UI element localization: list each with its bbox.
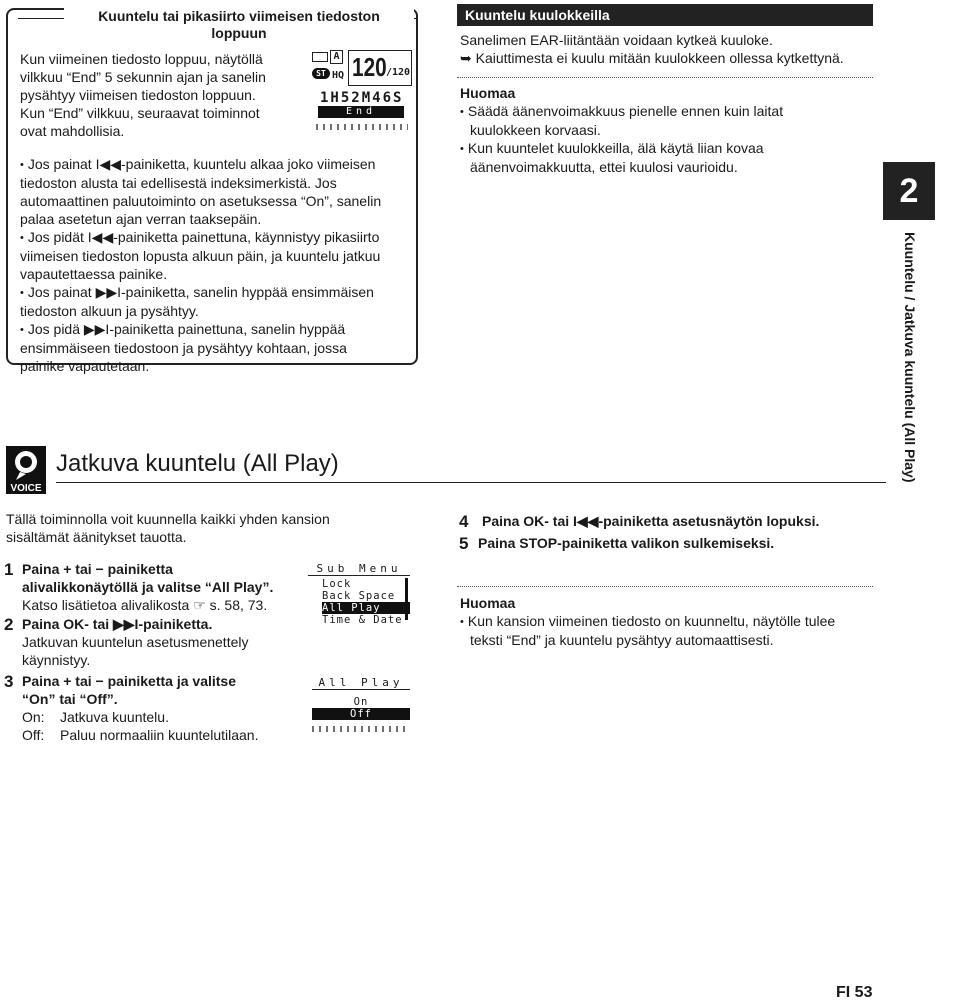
step-number: 5 — [459, 534, 469, 553]
quality-label: HQ — [332, 70, 345, 81]
lcd-end-display — [308, 46, 414, 134]
end-playback-box — [6, 8, 418, 374]
chapter-tab: 2 — [883, 162, 935, 220]
lcd-all-play: All Play On Off — [312, 676, 410, 736]
lcd-submenu: Sub Menu Lock Back Space All Play Time & Date — [308, 562, 410, 638]
box-intro: Kun viimeinen tiedosto loppuu, näytöllä vilkkuu “End” 5 sekunnin ajan ja sanelin pysähtyy viimeisen tiedoston loppuun. Kun “End” vilkkuu, seuraavat toiminnot ovat mahdollisia. — [20, 51, 266, 139]
step-4: Paina OK- tai I◀◀-painiketta asetusnäytön lopuksi. — [482, 513, 820, 529]
step-3: Paina + tai − painiketta ja valitse “On” tai “Off”. On: Jatkuva kuuntelu. Off: Paluu normaaliin kuuntelutilaan. — [22, 673, 259, 743]
bullet-item: • Jos painat ▶▶I-painiketta, sanelin hyppää ensimmäisen tiedoston alkuun ja pysähtyy. — [20, 283, 418, 320]
step-5: Paina STOP-painiketta valikon sulkemiseksi. — [478, 535, 775, 551]
box-title: Kuuntelu tai pikasiirto viimeisen tiedoston loppuun — [64, 8, 414, 42]
stereo-icon: ST — [312, 68, 330, 79]
step-1: Paina + tai − painiketta alivalikkonäytöllä ja valitse “All Play”. Katso lisätietoa alivalikosta ☞ s. 58, 73. — [22, 561, 274, 613]
note-block: Huomaa • Säädä äänenvoimakkuus pienelle ennen kuin laitat kuulokkeen korvaasi. • Kun kuuntelet kuulokkeilla, älä käytä liian kovaa äänenvoimakkuutta, ettei kuulosi vaurioidu. — [460, 84, 880, 176]
bullet-item: • Jos painat I◀◀-painiketta, kuuntelu alkaa joko viimeisen tiedoston alusta tai edellisestä indeksimerkistä. Jos automaattinen paluutoiminto on asetuksessa “On”, sanelin palaa asetetun ajan verran taaksepäin. — [20, 155, 418, 228]
battery-icon — [312, 52, 328, 62]
menu-item: Time & Date — [322, 614, 403, 626]
page-number: FI 53 — [836, 984, 873, 1001]
menu-item: Back Space — [322, 590, 396, 602]
chapter-vertical-title: Kuuntelu / Jatkuva kuuntelu (All Play) — [902, 232, 918, 483]
menu-item-selected: All Play — [322, 602, 410, 614]
bullet-item: • Jos pidä ▶▶I-painiketta painettuna, sanelin hyppää ensimmäiseen tiedostoon ja pysähtyy kohtaan, jossa painike vapautetaan. — [20, 320, 418, 375]
bullet-item: • Jos pidät I◀◀-painiketta painettuna, käynnistyy pikasiirto viimeisen tiedoston lopusta alkuun päin, ja kuuntelu jatkuu vapautettaessa painike. — [20, 228, 418, 283]
level-ticks — [316, 124, 408, 130]
box-bullets — [20, 155, 418, 375]
section-description: Tällä toiminnolla voit kuunnella kaikki yhden kansion sisältämät äänitykset tauotta. — [6, 511, 330, 545]
option-off-selected: Off — [312, 708, 410, 720]
menu-item: Lock — [322, 578, 352, 590]
section-title: Jatkuva kuuntelu (All Play) — [56, 450, 886, 483]
earphone-section-title: Kuuntelu kuulokkeilla — [457, 4, 873, 26]
scrollbar — [405, 578, 408, 620]
end-status: End — [318, 106, 404, 118]
earphone-text: Sanelimen EAR-liitäntään voidaan kytkeä kuuloke. ➥ Kaiuttimesta ei kuulu mitään kuulokkeen ollessa kytkettynä. — [460, 32, 844, 66]
folder-icon: A — [330, 50, 343, 64]
step-number: 1 — [4, 560, 14, 579]
title-rule — [18, 18, 64, 19]
note-block-2: Huomaa • Kun kansion viimeinen tiedosto on kuunneltu, näytölle tulee teksti “End” ja kuuntelu pysähtyy automaattisesti. — [460, 594, 880, 649]
svg-text:VOICE: VOICE — [10, 483, 42, 494]
elapsed-time: 1H52M46S — [320, 90, 404, 106]
file-counter: 120 /120 — [348, 50, 412, 86]
step-number: 2 — [4, 615, 14, 634]
voice-icon — [6, 446, 46, 494]
step-number: 3 — [4, 672, 14, 691]
divider — [457, 586, 873, 587]
divider — [457, 77, 873, 78]
level-ticks — [312, 726, 410, 732]
option-on: On — [353, 696, 369, 708]
step-2: Paina OK- tai ▶▶I-painiketta. Jatkuvan kuuntelun asetusmenettely käynnistyy. — [22, 616, 249, 668]
step-number: 4 — [459, 512, 469, 531]
